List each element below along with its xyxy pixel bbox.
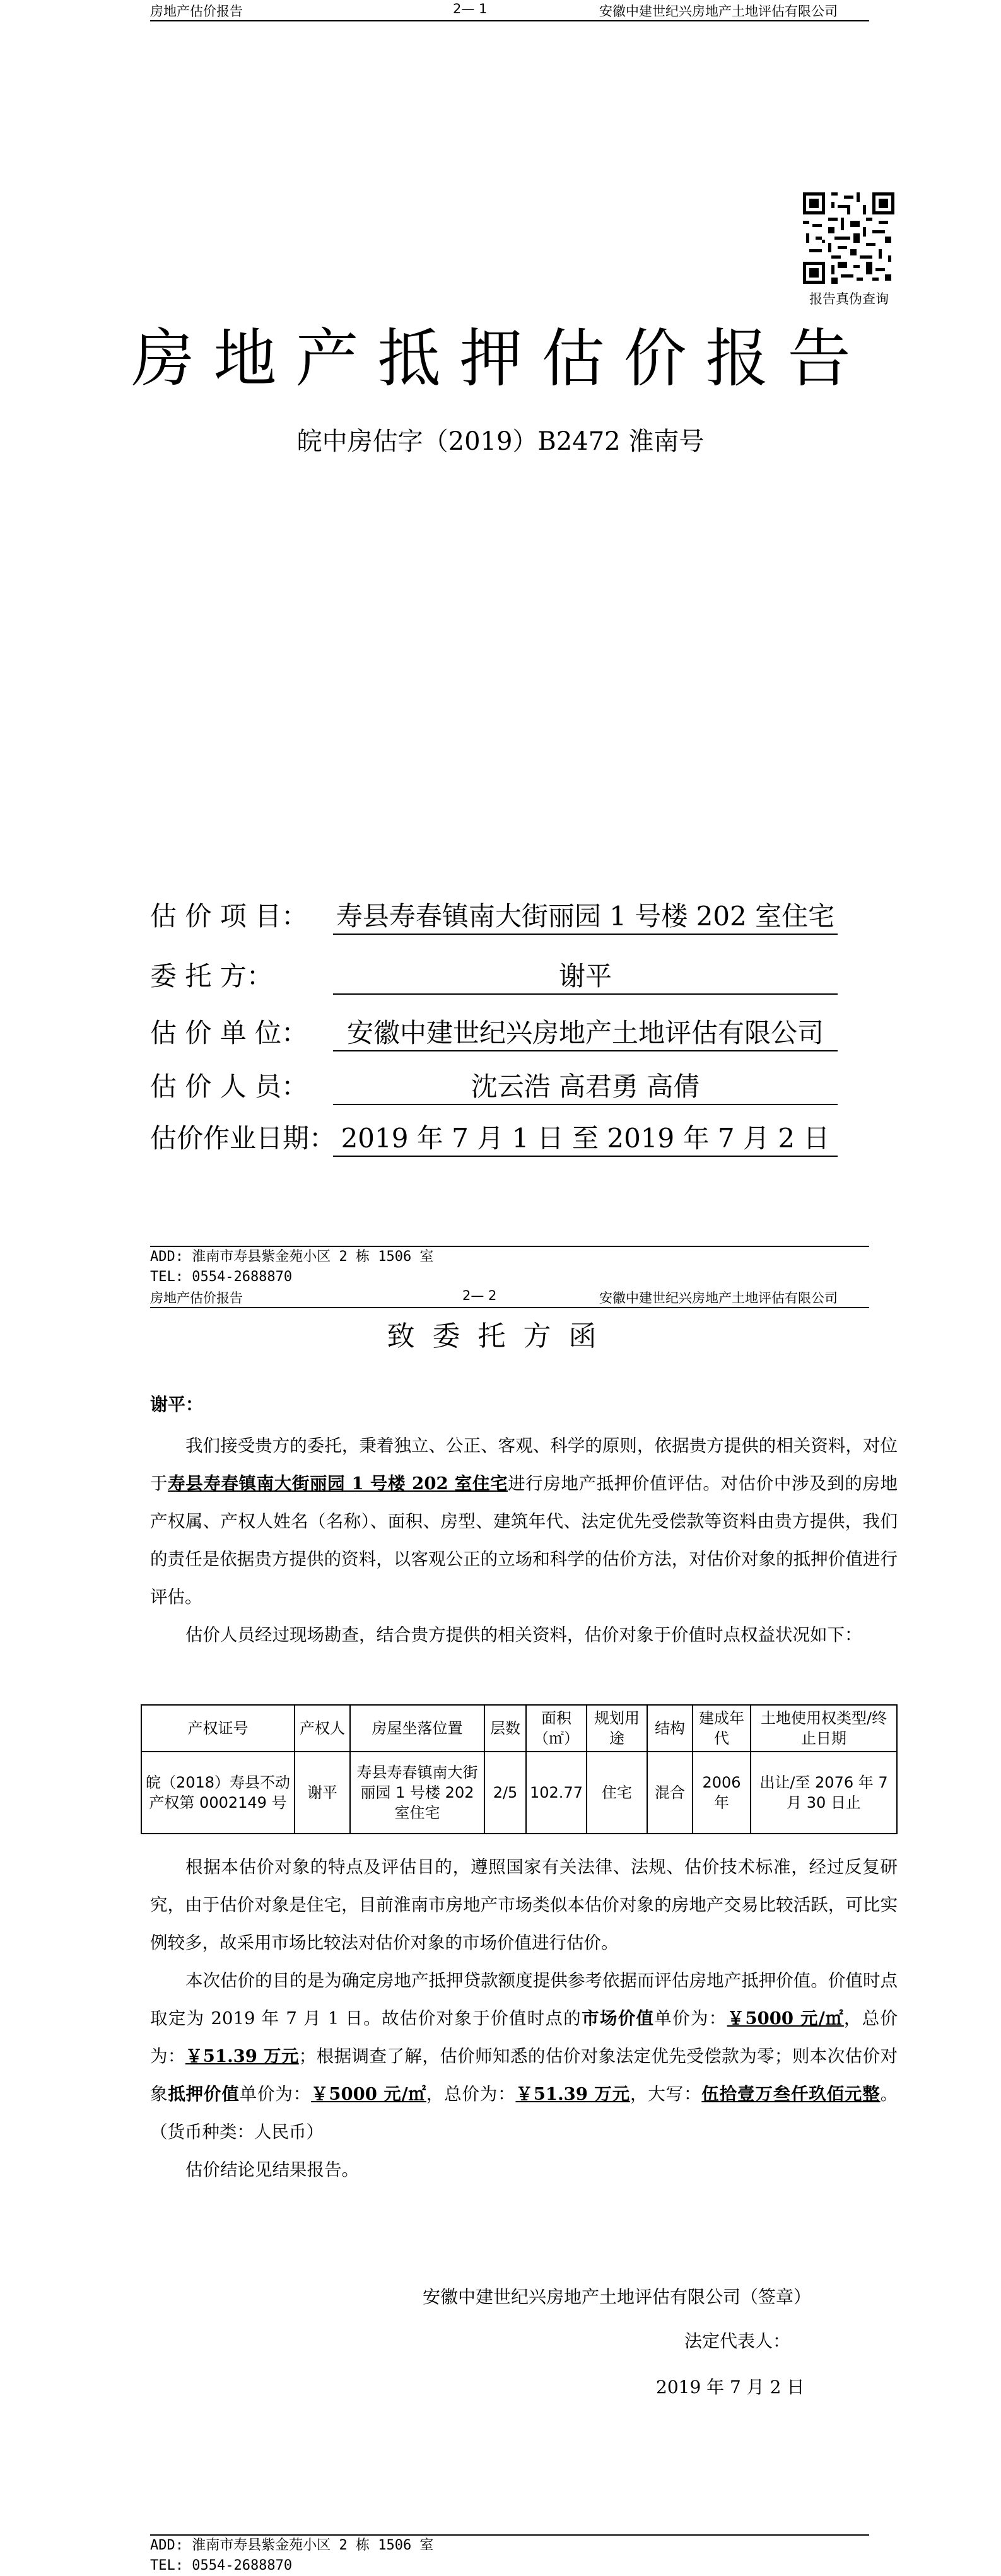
field-value: 寿县寿春镇南大街丽园 1 号楼 202 室住宅 (333, 896, 838, 935)
page2-footer (150, 2534, 869, 2576)
field-label: 估 价 人 员： (150, 1071, 308, 1102)
table-header-row (141, 1705, 897, 1752)
mortgage-unit-price: ￥5000 元/㎡ (311, 2084, 426, 2104)
field-value: 安徽中建世纪兴房地产土地评估有限公司 (333, 1012, 838, 1051)
market-unit-price: ￥5000 元/㎡ (727, 2008, 844, 2029)
table-header: 土地使用权类型/终止日期 (751, 1705, 897, 1752)
header-page-number: 2— 1 (453, 1, 488, 16)
report-title: 房地产抵押估价报告 (131, 322, 870, 395)
table-cell: 寿县寿春镇南大街丽园 1 号楼 202 室住宅 (350, 1752, 484, 1834)
mortgage-total-price: ￥51.39 万元 (515, 2084, 630, 2104)
signature-representative: 法定代表人： (684, 2331, 791, 2351)
amount-in-words: 伍拾壹万叁仟玖佰元整 (701, 2084, 881, 2104)
footer-address: ADD: 淮南市寿县紫金苑小区 2 栋 1506 室 (150, 1249, 434, 1265)
letter-body-top (150, 1427, 898, 1654)
signature-date: 2019 年 7 月 2 日 (656, 2377, 805, 2397)
property-address: 寿县寿春镇南大街丽园 1 号楼 202 室住宅 (168, 1473, 508, 1494)
qr-label: 报告真伪查询 (809, 291, 889, 307)
table-cell: 混合 (647, 1752, 693, 1834)
table-cell: 皖（2018）寿县不动产权第 0002149 号 (141, 1752, 295, 1834)
table-header: 建成年代 (693, 1705, 751, 1752)
signature-company: 安徽中建世纪兴房地产土地评估有限公司（签章） (423, 2286, 812, 2307)
header-right-text: 安徽中建世纪兴房地产土地评估有限公司 (599, 1291, 838, 1306)
paragraph-5: 估价结论见结果报告。 (185, 2160, 359, 2180)
table-row (141, 1752, 897, 1834)
header-left-text: 房地产估价报告 (150, 4, 243, 19)
field-label: 估 价 单 位： (150, 1017, 308, 1048)
table-cell: 102.77 (526, 1752, 587, 1834)
report-number: 皖中房估字（2019）B2472 淮南号 (296, 427, 705, 456)
header-left-text: 房地产估价报告 (150, 1291, 243, 1306)
table-cell: 2/5 (484, 1752, 526, 1834)
letter-title: 致委托方函 (387, 1320, 614, 1352)
page2-header (150, 1287, 869, 1308)
field-label: 委 托 方： (150, 961, 273, 992)
field-value: 谢平 (333, 956, 838, 995)
page1-header (150, 0, 869, 21)
paragraph-3: 根据本估价对象的特点及评估目的，遵照国家有关法律、法规、估价技术标准，经过反复研究，由于估价对象是住宅，目前淮南市房地产市场类似本估价对象的房地产交易比较活跃，可比实例较多，故采用市场比较法对估价对象的市场价值进行估价。 (150, 1857, 898, 1953)
qr-code-icon[interactable] (803, 192, 894, 284)
page1-footer (150, 1246, 869, 1287)
footer-address: ADD: 淮南市寿县紫金苑小区 2 栋 1506 室 (150, 2538, 434, 2553)
table-header: 房屋坐落位置 (350, 1705, 484, 1752)
market-value-label: 市场价值 (582, 2008, 655, 2029)
table-header: 面积（㎡） (526, 1705, 587, 1752)
table-header: 产权证号 (141, 1705, 295, 1752)
table-cell: 2006 年 (693, 1752, 751, 1834)
table-cell: 出让/至 2076 年 7 月 30 日止 (751, 1752, 897, 1834)
paragraph-1: 我们接受贵方的委托，秉着独立、公正、客观、科学的原则，依据贵方提供的相关资料，对位于寿县寿春镇南大街丽园 1 号楼 202 室住宅进行房地产抵押价值评估。对估价中涉及到的房地产权属、产权人姓名（名称）、面积、房型、建筑年代、法定优先受偿款等资料由贵方提供，我们的责任是依据贵方提供的资料，以客观公正的立场和科学的估价方法，对估价对象的抵押价值进行评估。 (150, 1436, 898, 1607)
salutation: 谢平： (150, 1394, 204, 1415)
header-page-number: 2— 2 (462, 1288, 497, 1303)
field-label: 估价作业日期： (150, 1123, 336, 1154)
paragraph-2: 估价人员经过现场勘查，结合贵方提供的相关资料，估价对象于价值时点权益状况如下： (185, 1625, 862, 1645)
table-header: 层数 (484, 1705, 526, 1752)
table-header: 产权人 (295, 1705, 350, 1752)
mortgage-value-label: 抵押价值 (168, 2084, 240, 2104)
field-value: 沈云浩 高君勇 高倩 (333, 1066, 838, 1105)
table-header: 结构 (647, 1705, 693, 1752)
market-total-price: ￥51.39 万元 (185, 2046, 299, 2066)
footer-tel: TEL: 0554-2688870 (150, 2558, 293, 2573)
header-right-text: 安徽中建世纪兴房地产土地评估有限公司 (599, 4, 838, 19)
table-header: 规划用途 (587, 1705, 647, 1752)
field-label: 估 价 项 目： (150, 901, 308, 932)
field-value: 2019 年 7 月 1 日 至 2019 年 7 月 2 日 (333, 1118, 838, 1157)
table-cell: 住宅 (587, 1752, 647, 1834)
footer-tel: TEL: 0554-2688870 (150, 1269, 293, 1285)
property-table (141, 1704, 898, 1834)
paragraph-4: 本次估价的目的是为确定房地产抵押贷款额度提供参考依据而评估房地产抵押价值。价值时点取定为 2019 年 7 月 1 日。故估价对象于价值时点的市场价值单价为：￥5000 元/㎡，总价为：￥51.39 万元；根据调查了解，估价师知悉的估价对象法定优先受偿款为零；则本次估价对象抵押价值单价为：￥5000 元/㎡，总价为：￥51.39 万元，大写：伍拾壹万叁仟玖佰元整。（货币种类：人民币） (150, 1970, 898, 2142)
letter-body-bottom (150, 1848, 898, 2189)
table-cell: 谢平 (295, 1752, 350, 1834)
